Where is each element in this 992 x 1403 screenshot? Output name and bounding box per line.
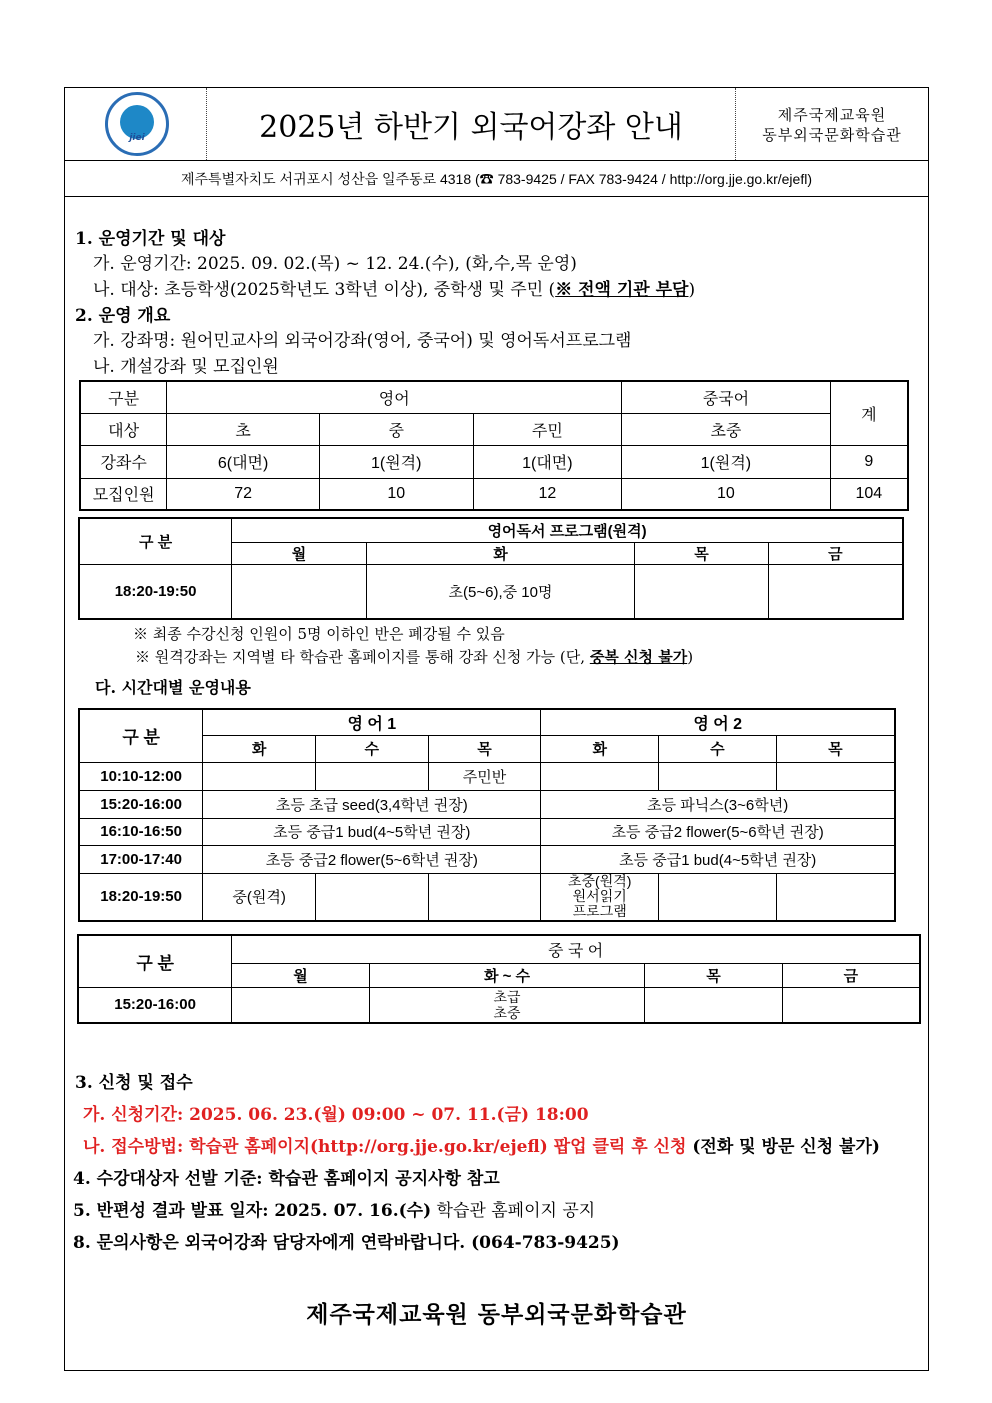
col-header: 영어독서 프로그램(원격) [232, 518, 903, 542]
org-line-2: 동부외국문화학습관 [762, 126, 902, 144]
table-cell: 초급 초중 [369, 987, 644, 1023]
section-2-subheading: 나. 개설강좌 및 모집인원 [93, 357, 279, 377]
closing-note: ※ 최종 수강신청 인원이 5명 이하인 반은 폐강될 수 있음 [133, 625, 505, 643]
table-cell: 초(5~6),중 10명 [366, 564, 634, 619]
day-header: 화 [366, 542, 634, 564]
table-cell: 초중 [622, 413, 830, 445]
col-header: 중 국 어 [232, 935, 920, 963]
day-header: 수 [659, 735, 777, 762]
day-header: 목 [635, 542, 769, 564]
course-count-table [79, 380, 909, 511]
col-header: 구 분 [79, 709, 203, 762]
table-cell: 초중(원격) 원서읽기 프로그램 [541, 873, 659, 921]
time-cell: 15:20-16:00 [78, 987, 232, 1023]
col-header: 구분 [80, 381, 167, 413]
row-header: 대상 [80, 413, 167, 445]
day-header: 월 [232, 542, 367, 564]
table-cell [315, 873, 428, 921]
day-header: 목 [428, 735, 541, 762]
section-1-heading: 1. 운영기간 및 대상 [75, 229, 226, 249]
table-cell [635, 564, 769, 619]
table-cell: 72 [167, 478, 320, 510]
day-header: 금 [782, 963, 920, 987]
table-cell [232, 564, 367, 619]
table-cell [232, 987, 370, 1023]
table-cell [645, 987, 783, 1023]
reading-program-table [78, 517, 904, 620]
document-frame [64, 87, 929, 1371]
table-cell [768, 564, 903, 619]
time-cell: 18:20-19:50 [79, 873, 203, 921]
col-header: 구 분 [79, 518, 232, 564]
time-cell: 15:20-16:00 [79, 790, 203, 818]
table-cell: 주민 [473, 413, 622, 445]
section-2-course-name: 가. 강좌명: 원어민교사의 외국어강좌(영어, 중국어) 및 영어독서프로그램 [93, 331, 632, 351]
table-cell: 초등 중급2 flower(5~6학년 권장) [541, 818, 895, 845]
jiei-logo-icon [105, 92, 169, 156]
table-cell [782, 987, 920, 1023]
day-header: 화 [203, 735, 316, 762]
day-header: 금 [768, 542, 903, 564]
table-cell: 중 [319, 413, 473, 445]
org-name [735, 88, 928, 160]
table-cell: 1(원격) [622, 445, 830, 478]
table-cell [203, 762, 316, 790]
table-cell: 초등 초급 seed(3,4학년 권장) [203, 790, 541, 818]
table-cell: 104 [830, 478, 908, 510]
day-header: 월 [232, 963, 370, 987]
col-header: 구 분 [78, 935, 232, 987]
table-cell: 초 [167, 413, 320, 445]
col-header: 영어 [167, 381, 622, 413]
day-header: 목 [645, 963, 783, 987]
schedule-table [78, 708, 896, 922]
table-cell [659, 762, 777, 790]
header [65, 88, 928, 161]
col-header: 영 어 2 [541, 709, 895, 735]
section-4-text: 4. 수강대상자 선발 기준: 학습관 홈페이지 공지사항 참고 [73, 1169, 500, 1189]
footer-org: 제주국제교육원 동부외국문화학습관 [306, 1301, 687, 1328]
day-header: 목 [776, 735, 895, 762]
day-header: 수 [315, 735, 428, 762]
table-cell: 1(원격) [319, 445, 473, 478]
section-3-heading: 3. 신청 및 접수 [75, 1073, 193, 1093]
day-header: 화 [541, 735, 659, 762]
section-8-text: 8. 문의사항은 외국어강좌 담당자에게 연락바랍니다. (064-783-9425) [73, 1233, 620, 1253]
remote-note: ※ 원격강좌는 지역별 타 학습관 홈페이지를 통해 강좌 신청 가능 (단, 중복 신청 불가) [135, 648, 694, 666]
table-cell: 1(대면) [473, 445, 622, 478]
row-header: 모집인원 [80, 478, 167, 510]
table-cell: 10 [622, 478, 830, 510]
section-1-target: 나. 대상: 초등학생(2025학년도 3학년 이상), 중학생 및 주민 (※ 전액 기관 부담) [93, 280, 696, 300]
time-cell: 16:10-16:50 [79, 818, 203, 845]
day-header: 화 ~ 수 [369, 963, 644, 987]
time-cell: 10:10-12:00 [79, 762, 203, 790]
funding-note: ※ 전액 기관 부담 [555, 280, 689, 300]
org-line-1: 제주국제교육원 [777, 106, 887, 124]
table-cell: 중(원격) [203, 873, 316, 921]
logo-cell [65, 88, 207, 160]
table-cell: 10 [319, 478, 473, 510]
table-cell: 초등 중급1 bud(4~5학년 권장) [541, 845, 895, 873]
table-cell: 9 [830, 445, 908, 478]
table-cell: 초등 중급2 flower(5~6학년 권장) [203, 845, 541, 873]
table-cell [776, 873, 895, 921]
section-1-period: 가. 운영기간: 2025. 09. 02.(목) ~ 12. 24.(수), (화,수,목 운영) [93, 254, 577, 274]
page-title: 2025년 하반기 외국어강좌 안내 [259, 110, 683, 145]
table-cell: 12 [473, 478, 622, 510]
logo-text: jiei [129, 133, 145, 143]
application-method: 나. 접수방법: 학습관 홈페이지(http://org.jje.go.kr/ejefl) 팝업 클릭 후 신청 (전화 및 방문 신청 불가) [83, 1137, 880, 1157]
table-cell [659, 873, 777, 921]
table-cell [776, 762, 895, 790]
col-header: 계 [830, 381, 908, 445]
address-bar: 제주특별자치도 서귀포시 성산읍 일주동로 4318 (☎ 783-9425 / FAX 783-9424 / http://org.jje.go.kr/ejefl) [65, 161, 928, 197]
col-header: 중국어 [622, 381, 830, 413]
table-cell: 6(대면) [167, 445, 320, 478]
time-cell: 18:20-19:50 [79, 564, 232, 619]
chinese-table [77, 934, 921, 1024]
table-cell: 주민반 [428, 762, 541, 790]
duplicate-note: 중복 신청 불가 [589, 648, 688, 666]
section-5-text: 5. 반편성 결과 발표 일자: 2025. 07. 16.(수) 학습관 홈페이지 공지 [73, 1201, 596, 1221]
table-cell: 초등 중급1 bud(4~5학년 권장) [203, 818, 541, 845]
table-cell [315, 762, 428, 790]
row-header: 강좌수 [80, 445, 167, 478]
section-2c-heading: 다. 시간대별 운영내용 [95, 678, 251, 697]
table-cell [428, 873, 541, 921]
application-period: 가. 신청기간: 2025. 06. 23.(월) 09:00 ~ 07. 11.(금) 18:00 [83, 1105, 589, 1125]
time-cell: 17:00-17:40 [79, 845, 203, 873]
table-cell [541, 762, 659, 790]
table-cell: 초등 파닉스(3~6학년) [541, 790, 895, 818]
col-header: 영 어 1 [203, 709, 541, 735]
section-2-heading: 2. 운영 개요 [75, 306, 171, 326]
